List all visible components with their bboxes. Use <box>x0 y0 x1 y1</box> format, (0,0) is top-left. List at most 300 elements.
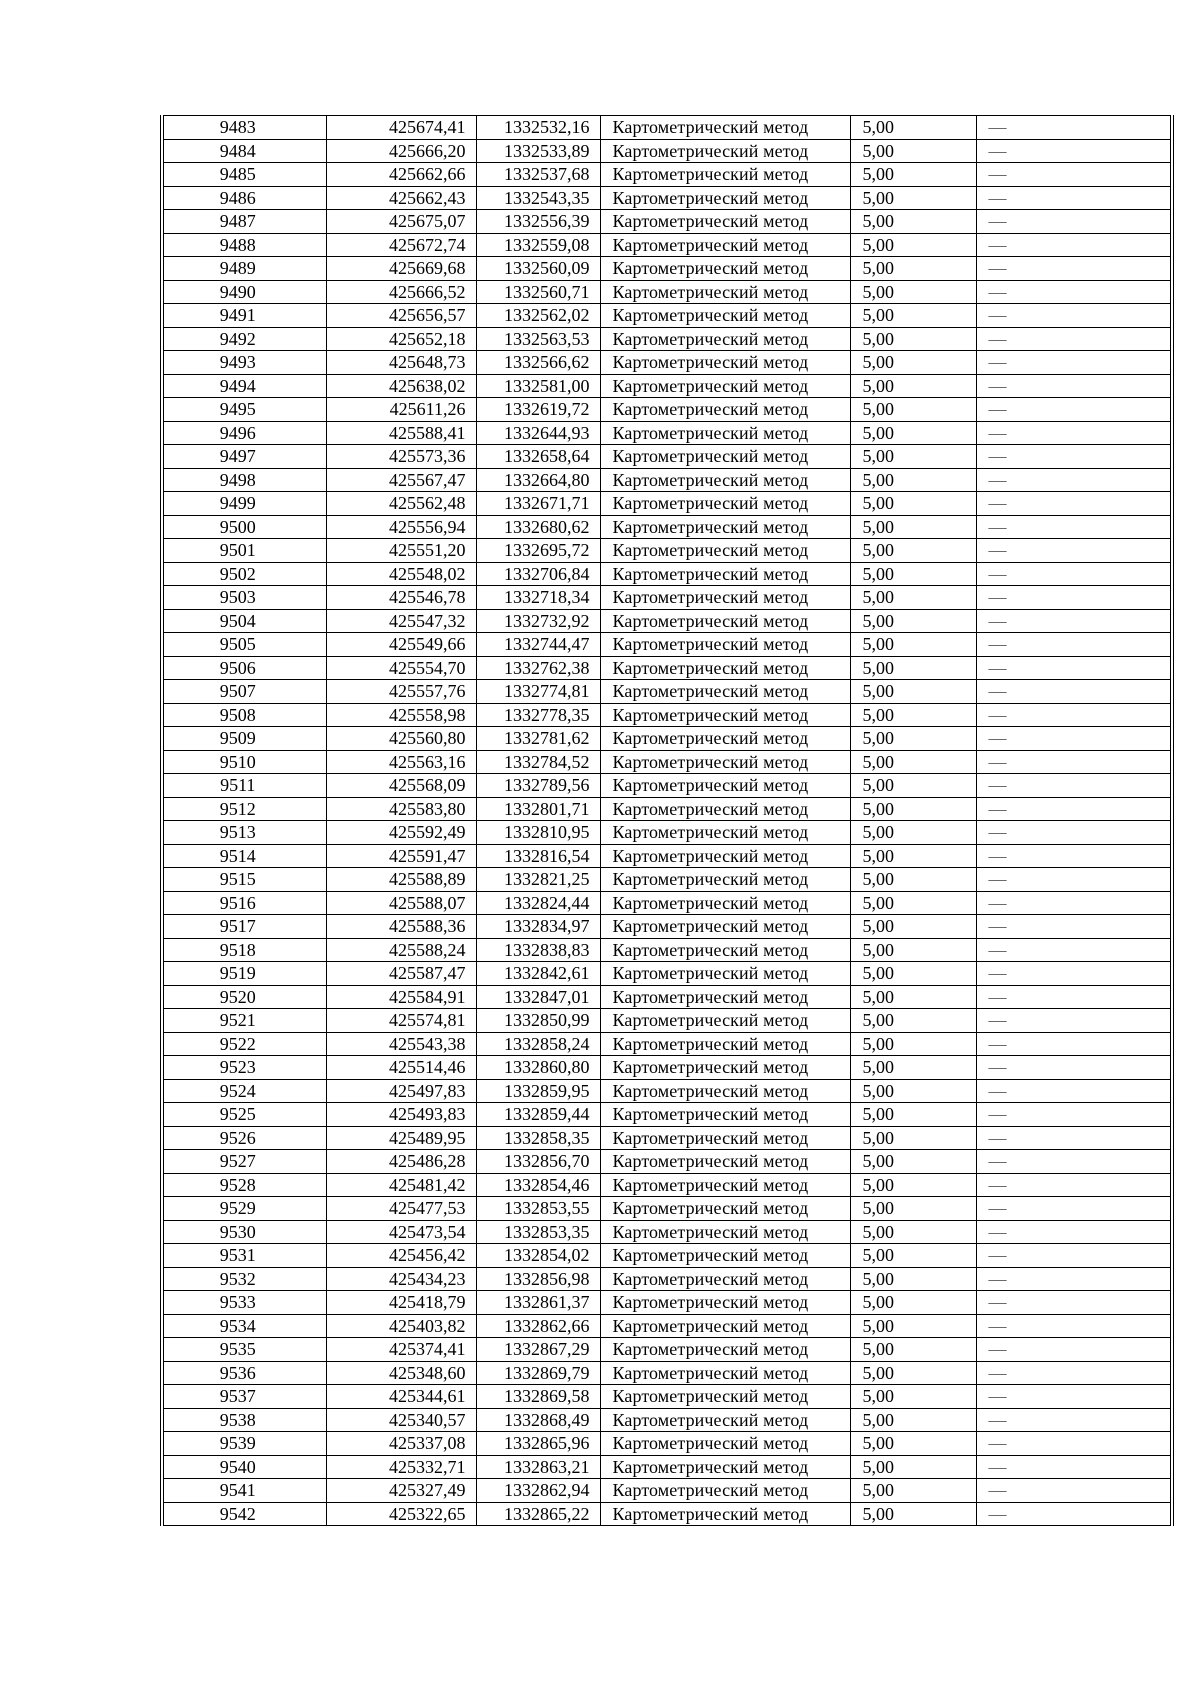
accuracy-cell: 5,00 <box>850 1408 976 1432</box>
description-cell: — <box>976 680 1172 704</box>
x-coordinate-cell: 425656,57 <box>326 304 476 328</box>
x-coordinate-cell: 425674,41 <box>326 116 476 140</box>
description-cell: — <box>976 327 1172 351</box>
x-coordinate-cell: 425573,36 <box>326 445 476 469</box>
y-coordinate-cell: 1332853,55 <box>476 1197 600 1221</box>
x-coordinate-cell: 425489,95 <box>326 1126 476 1150</box>
accuracy-cell: 5,00 <box>850 656 976 680</box>
description-cell: — <box>976 233 1172 257</box>
table-row <box>162 1432 1172 1456</box>
point-number-cell: 9483 <box>162 116 326 140</box>
x-coordinate-cell: 425434,23 <box>326 1267 476 1291</box>
method-cell: Картометрический метод <box>600 656 850 680</box>
accuracy-cell: 5,00 <box>850 515 976 539</box>
table-row <box>162 797 1172 821</box>
point-number-cell: 9503 <box>162 586 326 610</box>
description-cell: — <box>976 304 1172 328</box>
y-coordinate-cell: 1332868,49 <box>476 1408 600 1432</box>
table-row <box>162 727 1172 751</box>
point-number-cell: 9490 <box>162 280 326 304</box>
description-cell: — <box>976 1385 1172 1409</box>
x-coordinate-cell: 425588,89 <box>326 868 476 892</box>
method-cell: Картометрический метод <box>600 562 850 586</box>
y-coordinate-cell: 1332862,94 <box>476 1479 600 1503</box>
point-number-cell: 9527 <box>162 1150 326 1174</box>
x-coordinate-cell: 425418,79 <box>326 1291 476 1315</box>
x-coordinate-cell: 425374,41 <box>326 1338 476 1362</box>
x-coordinate-cell: 425558,98 <box>326 703 476 727</box>
description-cell: — <box>976 539 1172 563</box>
description-cell: — <box>976 139 1172 163</box>
accuracy-cell: 5,00 <box>850 468 976 492</box>
accuracy-cell: 5,00 <box>850 398 976 422</box>
method-cell: Картометрический метод <box>600 1009 850 1033</box>
coordinates-table-body <box>162 116 1172 1526</box>
x-coordinate-cell: 425493,83 <box>326 1103 476 1127</box>
method-cell: Картометрический метод <box>600 139 850 163</box>
method-cell: Картометрический метод <box>600 1432 850 1456</box>
accuracy-cell: 5,00 <box>850 1126 976 1150</box>
accuracy-cell: 5,00 <box>850 116 976 140</box>
x-coordinate-cell: 425514,46 <box>326 1056 476 1080</box>
table-row <box>162 304 1172 328</box>
y-coordinate-cell: 1332850,99 <box>476 1009 600 1033</box>
x-coordinate-cell: 425549,66 <box>326 633 476 657</box>
method-cell: Картометрический метод <box>600 257 850 281</box>
accuracy-cell: 5,00 <box>850 445 976 469</box>
method-cell: Картометрический метод <box>600 586 850 610</box>
point-number-cell: 9524 <box>162 1079 326 1103</box>
accuracy-cell: 5,00 <box>850 938 976 962</box>
x-coordinate-cell: 425588,36 <box>326 915 476 939</box>
point-number-cell: 9508 <box>162 703 326 727</box>
y-coordinate-cell: 1332858,24 <box>476 1032 600 1056</box>
table-row <box>162 985 1172 1009</box>
y-coordinate-cell: 1332560,09 <box>476 257 600 281</box>
point-number-cell: 9530 <box>162 1220 326 1244</box>
method-cell: Картометрический метод <box>600 1220 850 1244</box>
y-coordinate-cell: 1332543,35 <box>476 186 600 210</box>
point-number-cell: 9515 <box>162 868 326 892</box>
table-row <box>162 1502 1172 1526</box>
point-number-cell: 9523 <box>162 1056 326 1080</box>
x-coordinate-cell: 425546,78 <box>326 586 476 610</box>
x-coordinate-cell: 425556,94 <box>326 515 476 539</box>
accuracy-cell: 5,00 <box>850 327 976 351</box>
method-cell: Картометрический метод <box>600 633 850 657</box>
method-cell: Картометрический метод <box>600 868 850 892</box>
description-cell: — <box>976 1502 1172 1526</box>
y-coordinate-cell: 1332778,35 <box>476 703 600 727</box>
y-coordinate-cell: 1332537,68 <box>476 163 600 187</box>
point-number-cell: 9498 <box>162 468 326 492</box>
accuracy-cell: 5,00 <box>850 1103 976 1127</box>
x-coordinate-cell: 425584,91 <box>326 985 476 1009</box>
description-cell: — <box>976 1267 1172 1291</box>
x-coordinate-cell: 425662,66 <box>326 163 476 187</box>
table-row <box>162 1479 1172 1503</box>
description-cell: — <box>976 1197 1172 1221</box>
method-cell: Картометрический метод <box>600 1032 850 1056</box>
point-number-cell: 9500 <box>162 515 326 539</box>
accuracy-cell: 5,00 <box>850 1244 976 1268</box>
description-cell: — <box>976 1314 1172 1338</box>
table-row <box>162 1267 1172 1291</box>
table-row <box>162 1032 1172 1056</box>
point-number-cell: 9499 <box>162 492 326 516</box>
method-cell: Картометрический метод <box>600 891 850 915</box>
x-coordinate-cell: 425648,73 <box>326 351 476 375</box>
accuracy-cell: 5,00 <box>850 210 976 234</box>
method-cell: Картометрический метод <box>600 492 850 516</box>
y-coordinate-cell: 1332533,89 <box>476 139 600 163</box>
accuracy-cell: 5,00 <box>850 351 976 375</box>
description-cell: — <box>976 1150 1172 1174</box>
method-cell: Картометрический метод <box>600 1056 850 1080</box>
table-row <box>162 257 1172 281</box>
y-coordinate-cell: 1332869,58 <box>476 1385 600 1409</box>
table-row <box>162 1338 1172 1362</box>
accuracy-cell: 5,00 <box>850 1009 976 1033</box>
y-coordinate-cell: 1332762,38 <box>476 656 600 680</box>
x-coordinate-cell: 425486,28 <box>326 1150 476 1174</box>
accuracy-cell: 5,00 <box>850 1291 976 1315</box>
point-number-cell: 9488 <box>162 233 326 257</box>
accuracy-cell: 5,00 <box>850 186 976 210</box>
y-coordinate-cell: 1332784,52 <box>476 750 600 774</box>
x-coordinate-cell: 425477,53 <box>326 1197 476 1221</box>
point-number-cell: 9535 <box>162 1338 326 1362</box>
method-cell: Картометрический метод <box>600 1150 850 1174</box>
table-row <box>162 1455 1172 1479</box>
description-cell: — <box>976 116 1172 140</box>
point-number-cell: 9511 <box>162 774 326 798</box>
description-cell: — <box>976 750 1172 774</box>
description-cell: — <box>976 280 1172 304</box>
point-number-cell: 9532 <box>162 1267 326 1291</box>
point-number-cell: 9529 <box>162 1197 326 1221</box>
x-coordinate-cell: 425403,82 <box>326 1314 476 1338</box>
method-cell: Картометрический метод <box>600 1455 850 1479</box>
x-coordinate-cell: 425563,16 <box>326 750 476 774</box>
description-cell: — <box>976 1479 1172 1503</box>
y-coordinate-cell: 1332856,70 <box>476 1150 600 1174</box>
point-number-cell: 9519 <box>162 962 326 986</box>
y-coordinate-cell: 1332664,80 <box>476 468 600 492</box>
y-coordinate-cell: 1332810,95 <box>476 821 600 845</box>
table-row <box>162 445 1172 469</box>
description-cell: — <box>976 1338 1172 1362</box>
table-row <box>162 633 1172 657</box>
accuracy-cell: 5,00 <box>850 280 976 304</box>
x-coordinate-cell: 425473,54 <box>326 1220 476 1244</box>
description-cell: — <box>976 985 1172 1009</box>
point-number-cell: 9516 <box>162 891 326 915</box>
y-coordinate-cell: 1332853,35 <box>476 1220 600 1244</box>
table-row <box>162 139 1172 163</box>
point-number-cell: 9517 <box>162 915 326 939</box>
method-cell: Картометрический метод <box>600 1173 850 1197</box>
accuracy-cell: 5,00 <box>850 868 976 892</box>
x-coordinate-cell: 425322,65 <box>326 1502 476 1526</box>
x-coordinate-cell: 425562,48 <box>326 492 476 516</box>
accuracy-cell: 5,00 <box>850 915 976 939</box>
method-cell: Картометрический метод <box>600 1103 850 1127</box>
table-row <box>162 962 1172 986</box>
y-coordinate-cell: 1332854,02 <box>476 1244 600 1268</box>
table-row <box>162 210 1172 234</box>
description-cell: — <box>976 1432 1172 1456</box>
table-row <box>162 1291 1172 1315</box>
x-coordinate-cell: 425574,81 <box>326 1009 476 1033</box>
method-cell: Картометрический метод <box>600 163 850 187</box>
x-coordinate-cell: 425638,02 <box>326 374 476 398</box>
accuracy-cell: 5,00 <box>850 562 976 586</box>
point-number-cell: 9518 <box>162 938 326 962</box>
method-cell: Картометрический метод <box>600 304 850 328</box>
method-cell: Картометрический метод <box>600 1314 850 1338</box>
point-number-cell: 9493 <box>162 351 326 375</box>
description-cell: — <box>976 1103 1172 1127</box>
description-cell: — <box>976 891 1172 915</box>
x-coordinate-cell: 425588,07 <box>326 891 476 915</box>
y-coordinate-cell: 1332867,29 <box>476 1338 600 1362</box>
point-number-cell: 9531 <box>162 1244 326 1268</box>
description-cell: — <box>976 727 1172 751</box>
method-cell: Картометрический метод <box>600 421 850 445</box>
method-cell: Картометрический метод <box>600 985 850 1009</box>
description-cell: — <box>976 797 1172 821</box>
method-cell: Картометрический метод <box>600 797 850 821</box>
description-cell: — <box>976 703 1172 727</box>
x-coordinate-cell: 425588,24 <box>326 938 476 962</box>
y-coordinate-cell: 1332744,47 <box>476 633 600 657</box>
point-number-cell: 9528 <box>162 1173 326 1197</box>
table-row <box>162 186 1172 210</box>
accuracy-cell: 5,00 <box>850 1361 976 1385</box>
description-cell: — <box>976 915 1172 939</box>
description-cell: — <box>976 1079 1172 1103</box>
y-coordinate-cell: 1332847,01 <box>476 985 600 1009</box>
point-number-cell: 9526 <box>162 1126 326 1150</box>
y-coordinate-cell: 1332859,44 <box>476 1103 600 1127</box>
x-coordinate-cell: 425543,38 <box>326 1032 476 1056</box>
x-coordinate-cell: 425675,07 <box>326 210 476 234</box>
accuracy-cell: 5,00 <box>850 1197 976 1221</box>
table-row <box>162 750 1172 774</box>
table-row <box>162 1385 1172 1409</box>
point-number-cell: 9492 <box>162 327 326 351</box>
y-coordinate-cell: 1332854,46 <box>476 1173 600 1197</box>
method-cell: Картометрический метод <box>600 844 850 868</box>
table-row <box>162 1103 1172 1127</box>
method-cell: Картометрический метод <box>600 938 850 962</box>
description-cell: — <box>976 562 1172 586</box>
description-cell: — <box>976 962 1172 986</box>
description-cell: — <box>976 609 1172 633</box>
description-cell: — <box>976 374 1172 398</box>
method-cell: Картометрический метод <box>600 1502 850 1526</box>
y-coordinate-cell: 1332865,22 <box>476 1502 600 1526</box>
x-coordinate-cell: 425568,09 <box>326 774 476 798</box>
x-coordinate-cell: 425591,47 <box>326 844 476 868</box>
y-coordinate-cell: 1332856,98 <box>476 1267 600 1291</box>
accuracy-cell: 5,00 <box>850 750 976 774</box>
table-row <box>162 233 1172 257</box>
x-coordinate-cell: 425327,49 <box>326 1479 476 1503</box>
table-row <box>162 1056 1172 1080</box>
method-cell: Картометрический метод <box>600 233 850 257</box>
accuracy-cell: 5,00 <box>850 1385 976 1409</box>
point-number-cell: 9484 <box>162 139 326 163</box>
method-cell: Картометрический метод <box>600 1479 850 1503</box>
table-row <box>162 1408 1172 1432</box>
accuracy-cell: 5,00 <box>850 844 976 868</box>
description-cell: — <box>976 398 1172 422</box>
table-row <box>162 1079 1172 1103</box>
accuracy-cell: 5,00 <box>850 609 976 633</box>
description-cell: — <box>976 656 1172 680</box>
accuracy-cell: 5,00 <box>850 985 976 1009</box>
method-cell: Картометрический метод <box>600 821 850 845</box>
y-coordinate-cell: 1332671,71 <box>476 492 600 516</box>
point-number-cell: 9485 <box>162 163 326 187</box>
x-coordinate-cell: 425662,43 <box>326 186 476 210</box>
table-row <box>162 1244 1172 1268</box>
table-row <box>162 515 1172 539</box>
y-coordinate-cell: 1332644,93 <box>476 421 600 445</box>
x-coordinate-cell: 425481,42 <box>326 1173 476 1197</box>
accuracy-cell: 5,00 <box>850 257 976 281</box>
x-coordinate-cell: 425551,20 <box>326 539 476 563</box>
accuracy-cell: 5,00 <box>850 1150 976 1174</box>
description-cell: — <box>976 445 1172 469</box>
table-row <box>162 163 1172 187</box>
y-coordinate-cell: 1332834,97 <box>476 915 600 939</box>
accuracy-cell: 5,00 <box>850 304 976 328</box>
y-coordinate-cell: 1332563,53 <box>476 327 600 351</box>
point-number-cell: 9505 <box>162 633 326 657</box>
accuracy-cell: 5,00 <box>850 1479 976 1503</box>
x-coordinate-cell: 425652,18 <box>326 327 476 351</box>
description-cell: — <box>976 1032 1172 1056</box>
y-coordinate-cell: 1332581,00 <box>476 374 600 398</box>
coordinates-table <box>160 115 1174 1526</box>
method-cell: Картометрический метод <box>600 445 850 469</box>
point-number-cell: 9522 <box>162 1032 326 1056</box>
description-cell: — <box>976 821 1172 845</box>
method-cell: Картометрический метод <box>600 915 850 939</box>
method-cell: Картометрический метод <box>600 962 850 986</box>
y-coordinate-cell: 1332560,71 <box>476 280 600 304</box>
description-cell: — <box>976 1408 1172 1432</box>
description-cell: — <box>976 421 1172 445</box>
table-row <box>162 327 1172 351</box>
x-coordinate-cell: 425548,02 <box>326 562 476 586</box>
x-coordinate-cell: 425344,61 <box>326 1385 476 1409</box>
y-coordinate-cell: 1332858,35 <box>476 1126 600 1150</box>
y-coordinate-cell: 1332562,02 <box>476 304 600 328</box>
method-cell: Картометрический метод <box>600 1361 850 1385</box>
description-cell: — <box>976 1220 1172 1244</box>
method-cell: Картометрический метод <box>600 327 850 351</box>
table-row <box>162 915 1172 939</box>
x-coordinate-cell: 425497,83 <box>326 1079 476 1103</box>
y-coordinate-cell: 1332619,72 <box>476 398 600 422</box>
table-row <box>162 1197 1172 1221</box>
accuracy-cell: 5,00 <box>850 586 976 610</box>
table-row <box>162 891 1172 915</box>
point-number-cell: 9533 <box>162 1291 326 1315</box>
table-row <box>162 280 1172 304</box>
x-coordinate-cell: 425587,47 <box>326 962 476 986</box>
y-coordinate-cell: 1332816,54 <box>476 844 600 868</box>
x-coordinate-cell: 425337,08 <box>326 1432 476 1456</box>
x-coordinate-cell: 425554,70 <box>326 656 476 680</box>
y-coordinate-cell: 1332801,71 <box>476 797 600 821</box>
point-number-cell: 9513 <box>162 821 326 845</box>
table-row <box>162 609 1172 633</box>
y-coordinate-cell: 1332658,64 <box>476 445 600 469</box>
point-number-cell: 9502 <box>162 562 326 586</box>
point-number-cell: 9496 <box>162 421 326 445</box>
y-coordinate-cell: 1332556,39 <box>476 210 600 234</box>
description-cell: — <box>976 586 1172 610</box>
y-coordinate-cell: 1332789,56 <box>476 774 600 798</box>
point-number-cell: 9512 <box>162 797 326 821</box>
table-row <box>162 844 1172 868</box>
accuracy-cell: 5,00 <box>850 139 976 163</box>
method-cell: Картометрический метод <box>600 727 850 751</box>
description-cell: — <box>976 1009 1172 1033</box>
x-coordinate-cell: 425588,41 <box>326 421 476 445</box>
accuracy-cell: 5,00 <box>850 374 976 398</box>
method-cell: Картометрический метод <box>600 374 850 398</box>
point-number-cell: 9494 <box>162 374 326 398</box>
point-number-cell: 9489 <box>162 257 326 281</box>
y-coordinate-cell: 1332774,81 <box>476 680 600 704</box>
description-cell: — <box>976 1056 1172 1080</box>
x-coordinate-cell: 425611,26 <box>326 398 476 422</box>
accuracy-cell: 5,00 <box>850 891 976 915</box>
accuracy-cell: 5,00 <box>850 633 976 657</box>
point-number-cell: 9487 <box>162 210 326 234</box>
point-number-cell: 9486 <box>162 186 326 210</box>
accuracy-cell: 5,00 <box>850 1173 976 1197</box>
method-cell: Картометрический метод <box>600 1338 850 1362</box>
description-cell: — <box>976 868 1172 892</box>
method-cell: Картометрический метод <box>600 515 850 539</box>
table-row <box>162 468 1172 492</box>
description-cell: — <box>976 515 1172 539</box>
accuracy-cell: 5,00 <box>850 1432 976 1456</box>
table-row <box>162 1361 1172 1385</box>
y-coordinate-cell: 1332559,08 <box>476 233 600 257</box>
x-coordinate-cell: 425666,20 <box>326 139 476 163</box>
point-number-cell: 9534 <box>162 1314 326 1338</box>
method-cell: Картометрический метод <box>600 750 850 774</box>
table-row <box>162 421 1172 445</box>
point-number-cell: 9541 <box>162 1479 326 1503</box>
accuracy-cell: 5,00 <box>850 1056 976 1080</box>
point-number-cell: 9540 <box>162 1455 326 1479</box>
table-row <box>162 1173 1172 1197</box>
method-cell: Картометрический метод <box>600 1244 850 1268</box>
y-coordinate-cell: 1332532,16 <box>476 116 600 140</box>
x-coordinate-cell: 425592,49 <box>326 821 476 845</box>
point-number-cell: 9507 <box>162 680 326 704</box>
accuracy-cell: 5,00 <box>850 539 976 563</box>
